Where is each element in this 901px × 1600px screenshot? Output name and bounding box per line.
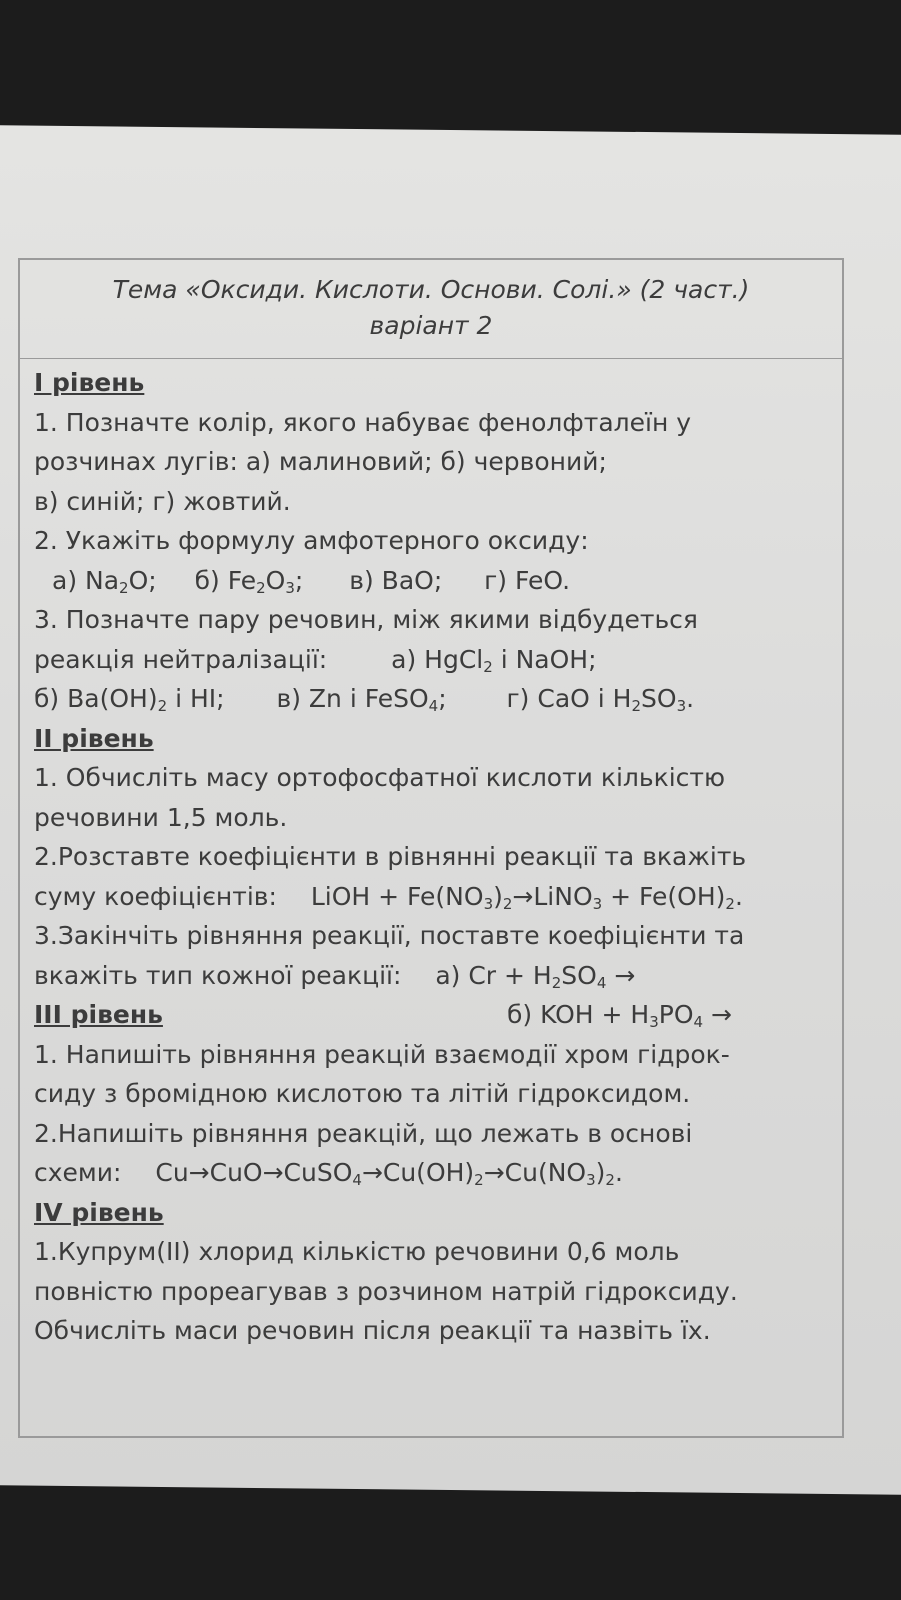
option-a: а) $Na_2O$; xyxy=(52,565,157,597)
level-2-heading: ІІ рівень xyxy=(34,723,154,753)
level-2-q1-line-1: 1. Обчисліть масу ортофосфатної кислоти кількістю xyxy=(34,763,726,792)
reaction-a: а) $Cr + H_2SO_4$ → xyxy=(435,960,636,992)
variant-label: варіант 2 xyxy=(369,311,493,340)
option-c: в) BaO; xyxy=(349,565,443,595)
reaction-b: б) KOH + $H_3PO_4$ → xyxy=(506,1000,732,1031)
worksheet-body xyxy=(20,359,842,1351)
level-1-q2-options xyxy=(34,561,828,601)
reaction-scheme: $Cu\to CuO\to CuSO_4\to Cu(OH)_2\to Cu(NO_3)_2$. xyxy=(155,1158,623,1189)
level-1-q3-line-1: 3. Позначте пару речовин, між якими відбудеться xyxy=(34,605,698,634)
level-3-q2-line-1: 2.Напишіть рівняння реакцій, що лежать в основі xyxy=(34,1118,693,1148)
level-4-q1-line-3: Обчисліть маси речовин після реакції та назвіть їх. xyxy=(34,1316,711,1345)
level-1-q3-line-3 xyxy=(34,679,828,719)
level-1-q1-line-3: в) синій; г) жовтий. xyxy=(34,486,291,516)
level-1-q3-line-2: реакція нейтралізації: а) HgCl$_2$ і NaOH; xyxy=(34,644,597,676)
worksheet xyxy=(18,258,844,1438)
level-2-q3-line-1: 3.Закінчіть рівняння реакції, поставте коефіцієнти та xyxy=(34,921,745,950)
level-3-heading: ІІІ рівень xyxy=(34,1000,163,1029)
option-d: г) CaO і $H_2SO_3$. xyxy=(506,684,695,715)
option-b: б) $Fe_2O_3$; xyxy=(194,565,304,597)
level-3-q2-line-2: схеми: $Cu\to CuO\to CuSO_4\to Cu(OH)_2\to Cu(NO_3)_2$. xyxy=(34,1158,623,1189)
option-c: в) Zn і FeSO$_4$; xyxy=(276,684,447,715)
level-4-q1-line-2: повністю прореагував з розчином натрій гідроксиду. xyxy=(34,1276,738,1306)
level-1-q1-line-2: розчинах лугів: а) малиновий; б) червоний; xyxy=(34,447,607,476)
level-3-heading-row xyxy=(34,995,828,1035)
level-2-q2-line-1: 2.Розставте коефіцієнти в рівнянні реакції та вкажіть xyxy=(34,842,747,871)
option-b: б) $Ba(OH)_2$ і HI; xyxy=(34,684,225,715)
level-3-q1-line-2: сиду з бромідною кислотою та літій гідроксидом. xyxy=(34,1079,691,1108)
level-1-q2-line-1: 2. Укажіть формулу амфотерного оксиду: xyxy=(34,526,589,555)
reaction-equation: LiOH + $Fe(NO_3)_2\to LiNO_3 + Fe(OH)_2$. xyxy=(310,881,743,913)
level-4-heading: ІV рівень xyxy=(34,1197,164,1227)
level-1-heading: І рівень xyxy=(34,368,145,397)
level-1-q1-line-1: 1. Позначте колір, якого набуває фенолфталеїн у xyxy=(34,407,692,437)
level-2-q3-line-2: вкажіть тип кожної реакції: а) $Cr + H_2SO_4$ → xyxy=(34,960,636,992)
option-a: а) HgCl$_2$ і NaOH; xyxy=(391,644,597,676)
option-d: г) FeO. xyxy=(484,565,571,595)
worksheet-header xyxy=(20,260,842,359)
level-4-q1-line-1: 1.Купрум(ІІ) хлорид кількістю речовини 0,6 моль xyxy=(34,1237,680,1266)
page-title: Тема «Оксиди. Кислоти. Основи. Солі.» (2 част.) xyxy=(112,275,750,304)
level-2-q1-line-2: речовини 1,5 моль. xyxy=(34,802,288,832)
level-2-q2-line-2: суму коефіцієнтів: LiOH + $Fe(NO_3)_2\to LiNO_3 + Fe(OH)_2$. xyxy=(34,881,743,913)
level-3-q1-line-1: 1. Напишіть рівняння реакцій взаємодії хром гідрок- xyxy=(34,1039,730,1069)
